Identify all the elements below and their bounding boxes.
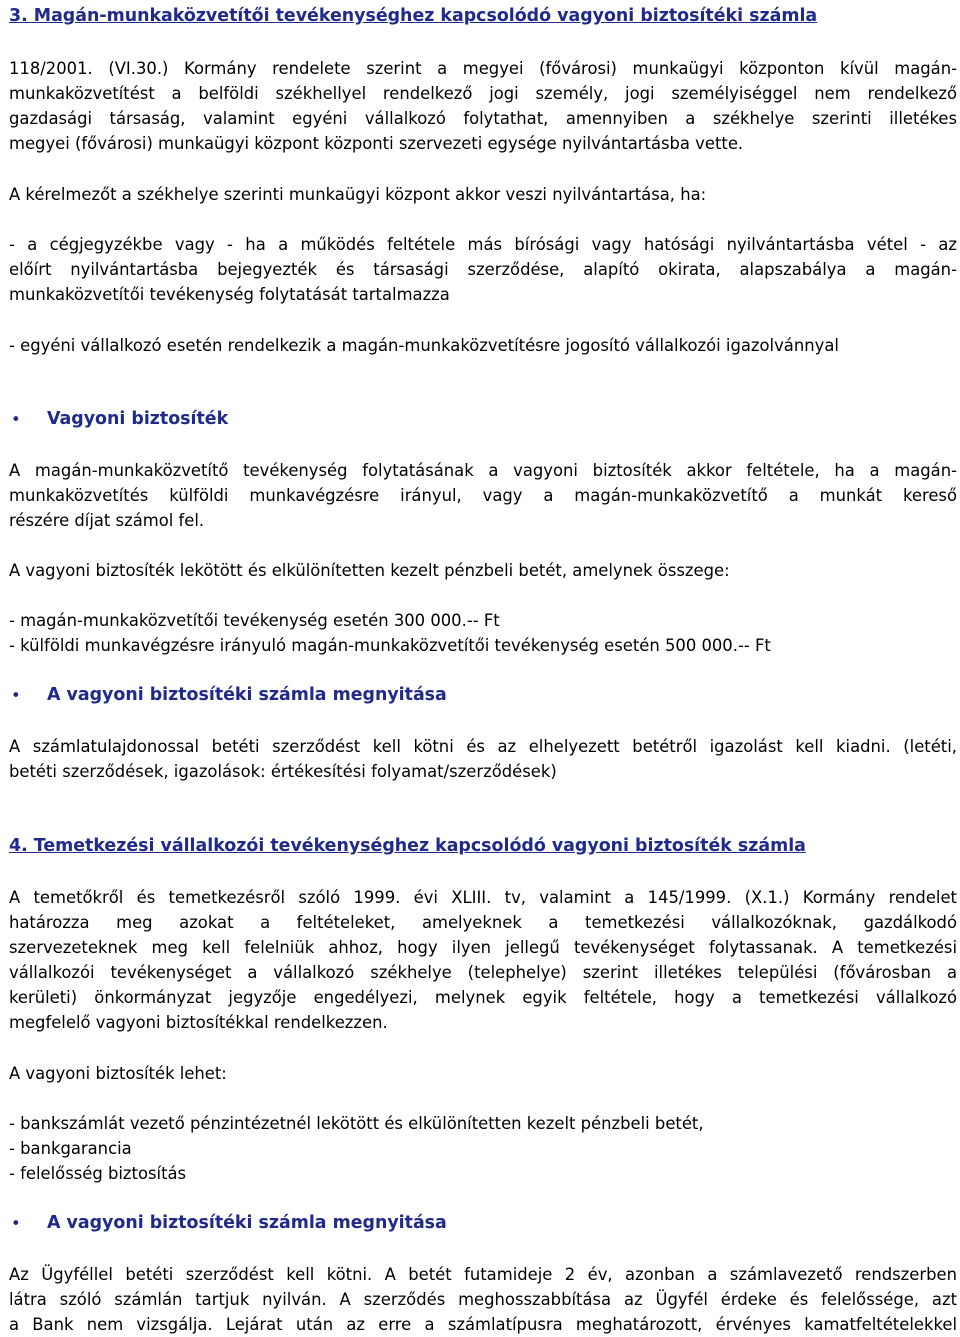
section-3-para1-line3: gazdasági társaság, valamint egyéni vállalkozó folytathat, amennyiben a székhelye szerinti illetékes — [9, 109, 957, 128]
section-3-para3-line3: munkaközvetítői tevékenység folytatását tartalmazza — [9, 285, 450, 304]
amount-item: - külföldi munkavégzésre irányuló magán-munkaközvetítői tevékenység esetén 500 000.-- Ft — [9, 636, 771, 655]
section-4-para1-line1: A temetőkről és temetkezésről szóló 1999. évi XLIII. tv, valamint a 145/1999. (X.1.) Kormány rendelet — [9, 888, 957, 907]
option-item: - felelősség biztosítás — [9, 1164, 187, 1183]
section-3-para1-line4: megyei (fővárosi) munkaügyi központ központi szervezeti egysége nyilvántartásba vette. — [9, 134, 744, 153]
section-3-para6: A vagyoni biztosíték lekötött és elkülönítetten kezelt pénzbeli betét, amelynek összege: — [9, 561, 730, 580]
section-3-para7-line2: betéti szerződések, igazolások: értékesítési folyamat/szerződések) — [9, 762, 557, 781]
section-3-para3-line2: előírt nyilvántartásba bejegyezték és társasági szerződése, alapító okirata, alapszabálya a magán- — [9, 260, 957, 279]
section-3-para5-line2: munkaközvetítés külföldi munkavégzésre irányul, vagy a magán-munkaközvetítő a munkát kereső — [9, 486, 957, 505]
section-3-para7-line1: A számlatulajdonossal betéti szerződést kell kötni és az elhelyezett betétről igazolást kell kiadni. (letéti, — [9, 737, 957, 756]
section-4-para1-line3: szervezeteknek meg kell felelniük ahhoz, hogy ilyen jellegű tevékenységet folytassanak. A temetkezési — [9, 938, 957, 957]
section-3-para1-line2: munkaközvetítést a belföldi székhellyel rendelkező jogi személy, jogi személyiséggel nem rendelkező — [9, 84, 957, 103]
section-4-para3-line2: látra szóló számlán tartjuk nyilván. A szerződés meghosszabbítása az Ügyfél érdeke és felelőssége, azt — [9, 1290, 957, 1309]
section-4-para1-line6: megfelelő vagyoni biztosítékkal rendelkezzen. — [9, 1013, 388, 1032]
section-4-para1-line5: kerületi) önkormányzat jegyzője engedélyezi, melynek egyik feltétele, hogy a temetkezési vállalkozó — [9, 988, 957, 1007]
bullet-icon: • — [11, 686, 21, 705]
section-3-para5-line3: részére díjat számol fel. — [9, 511, 205, 530]
option-item: - bankgarancia — [9, 1139, 132, 1158]
section-4-para1-line2: határozza meg azokat a feltételeket, amelyeknek a temetkezési vállalkozóknak, gazdálkodó — [9, 913, 957, 932]
bullet-title: A vagyoni biztosítéki számla megnyitása — [47, 1213, 447, 1233]
section-4-heading: 4. Temetkezési vállalkozói tevékenységhez kapcsolódó vagyoni biztosíték számla — [9, 836, 806, 856]
section-4-para2: A vagyoni biztosíték lehet: — [9, 1064, 227, 1083]
amount-item: - magán-munkaközvetítői tevékenység esetén 300 000.-- Ft — [9, 611, 500, 630]
section-3-para1-line1: 118/2001. (VI.30.) Kormány rendelete szerint a megyei (fővárosi) munkaügyi központon kívül magán- — [9, 59, 957, 78]
section-3-heading: 3. Magán-munkaközvetítői tevékenységhez kapcsolódó vagyoni biztosítéki számla — [9, 6, 818, 26]
section-3-para2: A kérelmezőt a székhelye szerinti munkaügyi központ akkor veszi nyilvántartása, ha: — [9, 185, 707, 204]
section-4-para3-line3: a Bank nem vizsgálja. Lejárat után az erre a számlatípusra meghatározott, érvényes kamatfeltételekkel — [9, 1315, 957, 1334]
section-3-para4: - egyéni vállalkozó esetén rendelkezik a magán-munkaközvetítésre jogosító vállalkozói igazolvánnyal — [9, 336, 839, 355]
bullet-title: Vagyoni biztosíték — [47, 409, 229, 429]
bullet-title: A vagyoni biztosítéki számla megnyitása — [47, 685, 447, 705]
section-4-para1-line4: vállalkozói tevékenységet a vállalkozó székhelye (telephelye) szerint illetékes települési (fővárosban a — [9, 963, 957, 982]
section-3-para5-line1: A magán-munkaközvetítő tevékenység folytatásának a vagyoni biztosíték akkor feltétele, ha a magán- — [9, 461, 957, 480]
section-4-para3-line1: Az Ügyféllel betéti szerződést kell kötni. A betét futamideje 2 év, azonban a számlavezető rendszerben — [9, 1265, 957, 1284]
bullet-icon: • — [11, 410, 21, 429]
section-3-para3-line1: - a cégjegyzékbe vagy - ha a működés feltétele más bírósági vagy hatósági nyilvántartásba vétel - az — [9, 235, 957, 254]
option-item: - bankszámlát vezető pénzintézetnél lekötött és elkülönítetten kezelt pénzbeli betét, — [9, 1114, 704, 1133]
bullet-icon: • — [11, 1214, 21, 1233]
